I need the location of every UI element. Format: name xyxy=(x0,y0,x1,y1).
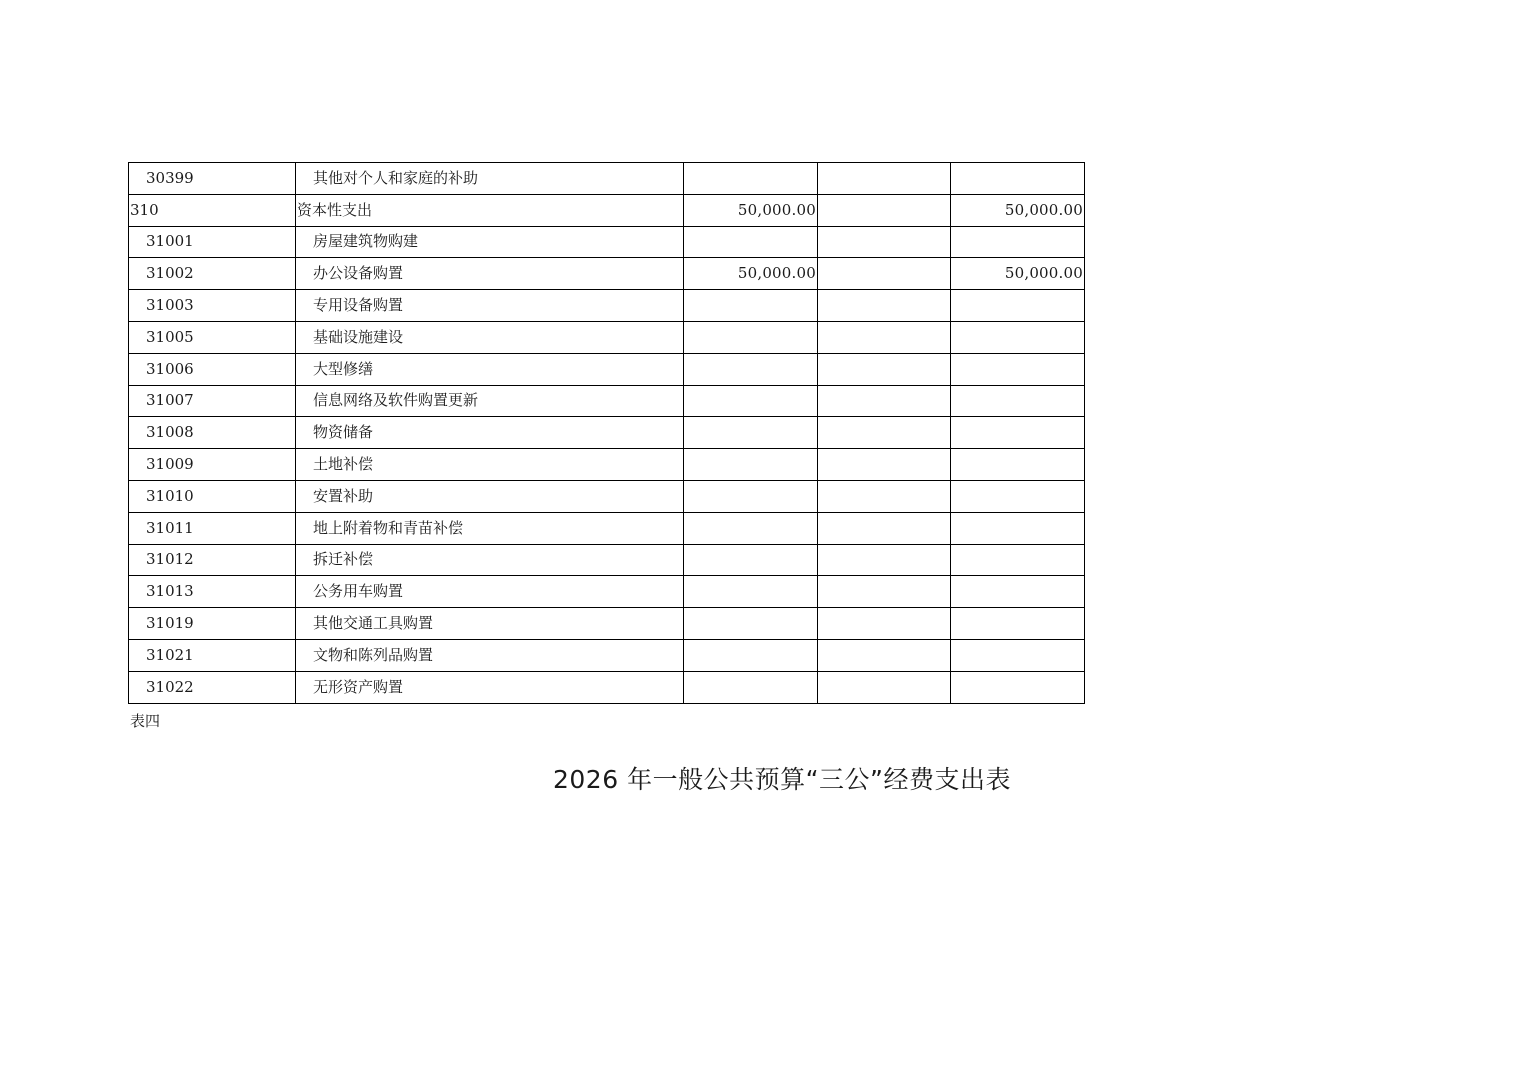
row-code-cell: 31019 xyxy=(129,608,296,640)
row-name-cell: 信息网络及软件购置更新 xyxy=(296,385,684,417)
row-code-cell: 31010 xyxy=(129,480,296,512)
row-code-cell: 31021 xyxy=(129,639,296,671)
row-amount-total-cell xyxy=(684,321,818,353)
row-amount-mid-cell xyxy=(818,258,951,290)
row-name-cell: 房屋建筑物购建 xyxy=(296,226,684,258)
row-amount-right-cell xyxy=(951,290,1085,322)
row-code-cell: 31003 xyxy=(129,290,296,322)
row-amount-mid-cell xyxy=(818,417,951,449)
row-amount-mid-cell xyxy=(818,163,951,195)
table-label: 表四 xyxy=(130,712,161,730)
row-amount-right-cell: 50,000.00 xyxy=(951,258,1085,290)
row-code-cell: 31013 xyxy=(129,576,296,608)
table-row xyxy=(129,226,1085,258)
table-row xyxy=(129,258,1085,290)
row-amount-right-cell xyxy=(951,480,1085,512)
row-code-cell: 31012 xyxy=(129,544,296,576)
row-amount-mid-cell xyxy=(818,544,951,576)
table-row xyxy=(129,639,1085,671)
row-amount-total-cell xyxy=(684,385,818,417)
row-amount-mid-cell xyxy=(818,290,951,322)
row-amount-total-cell: 50,000.00 xyxy=(684,194,818,226)
row-amount-total-cell xyxy=(684,226,818,258)
table-row xyxy=(129,480,1085,512)
table-row xyxy=(129,163,1085,195)
row-amount-total-cell xyxy=(684,544,818,576)
row-amount-mid-cell xyxy=(818,639,951,671)
row-amount-total-cell xyxy=(684,608,818,640)
report-title: 2026 年一般公共预算“三公”经费支出表 xyxy=(553,765,1011,794)
row-amount-right-cell xyxy=(951,385,1085,417)
row-code-cell: 31008 xyxy=(129,417,296,449)
row-amount-right-cell xyxy=(951,321,1085,353)
row-amount-total-cell xyxy=(684,512,818,544)
table-row xyxy=(129,290,1085,322)
budget-table xyxy=(128,162,1085,704)
row-name-cell: 物资储备 xyxy=(296,417,684,449)
row-amount-right-cell xyxy=(951,576,1085,608)
table-row xyxy=(129,449,1085,481)
table-row xyxy=(129,671,1085,703)
row-amount-right-cell xyxy=(951,353,1085,385)
table-row xyxy=(129,353,1085,385)
row-code-cell: 31002 xyxy=(129,258,296,290)
row-amount-right-cell xyxy=(951,512,1085,544)
row-amount-total-cell: 50,000.00 xyxy=(684,258,818,290)
row-name-cell: 资本性支出 xyxy=(296,194,684,226)
row-amount-right-cell xyxy=(951,671,1085,703)
row-amount-total-cell xyxy=(684,353,818,385)
row-code-cell: 31005 xyxy=(129,321,296,353)
row-amount-right-cell: 50,000.00 xyxy=(951,194,1085,226)
row-amount-total-cell xyxy=(684,671,818,703)
row-amount-mid-cell xyxy=(818,194,951,226)
row-amount-total-cell xyxy=(684,576,818,608)
table-row xyxy=(129,321,1085,353)
table-body xyxy=(129,163,1085,704)
row-amount-mid-cell xyxy=(818,671,951,703)
row-name-cell: 办公设备购置 xyxy=(296,258,684,290)
row-name-cell: 安置补助 xyxy=(296,480,684,512)
row-code-cell: 31006 xyxy=(129,353,296,385)
row-amount-total-cell xyxy=(684,480,818,512)
row-amount-right-cell xyxy=(951,544,1085,576)
row-amount-mid-cell xyxy=(818,608,951,640)
row-name-cell: 土地补偿 xyxy=(296,449,684,481)
table-row xyxy=(129,608,1085,640)
row-amount-total-cell xyxy=(684,163,818,195)
row-amount-total-cell xyxy=(684,290,818,322)
row-amount-right-cell xyxy=(951,417,1085,449)
row-amount-mid-cell xyxy=(818,321,951,353)
table-row xyxy=(129,576,1085,608)
row-amount-mid-cell xyxy=(818,480,951,512)
row-amount-right-cell xyxy=(951,639,1085,671)
row-amount-right-cell xyxy=(951,163,1085,195)
row-name-cell: 文物和陈列品购置 xyxy=(296,639,684,671)
row-code-cell: 31011 xyxy=(129,512,296,544)
row-amount-mid-cell xyxy=(818,576,951,608)
row-amount-total-cell xyxy=(684,449,818,481)
row-name-cell: 专用设备购置 xyxy=(296,290,684,322)
table-row xyxy=(129,385,1085,417)
table-row xyxy=(129,194,1085,226)
row-amount-total-cell xyxy=(684,639,818,671)
row-amount-total-cell xyxy=(684,417,818,449)
row-amount-mid-cell xyxy=(818,353,951,385)
row-amount-mid-cell xyxy=(818,226,951,258)
row-code-cell: 30399 xyxy=(129,163,296,195)
row-amount-right-cell xyxy=(951,226,1085,258)
row-name-cell: 大型修缮 xyxy=(296,353,684,385)
row-name-cell: 拆迁补偿 xyxy=(296,544,684,576)
row-code-cell: 31001 xyxy=(129,226,296,258)
row-name-cell: 其他对个人和家庭的补助 xyxy=(296,163,684,195)
row-name-cell: 公务用车购置 xyxy=(296,576,684,608)
row-name-cell: 基础设施建设 xyxy=(296,321,684,353)
table-row xyxy=(129,417,1085,449)
row-code-cell: 31022 xyxy=(129,671,296,703)
row-amount-right-cell xyxy=(951,449,1085,481)
row-amount-mid-cell xyxy=(818,385,951,417)
row-code-cell: 310 xyxy=(129,194,296,226)
row-name-cell: 无形资产购置 xyxy=(296,671,684,703)
table-row xyxy=(129,544,1085,576)
row-amount-right-cell xyxy=(951,608,1085,640)
table-row xyxy=(129,512,1085,544)
row-amount-mid-cell xyxy=(818,449,951,481)
row-amount-mid-cell xyxy=(818,512,951,544)
row-name-cell: 其他交通工具购置 xyxy=(296,608,684,640)
row-name-cell: 地上附着物和青苗补偿 xyxy=(296,512,684,544)
row-code-cell: 31007 xyxy=(129,385,296,417)
row-code-cell: 31009 xyxy=(129,449,296,481)
